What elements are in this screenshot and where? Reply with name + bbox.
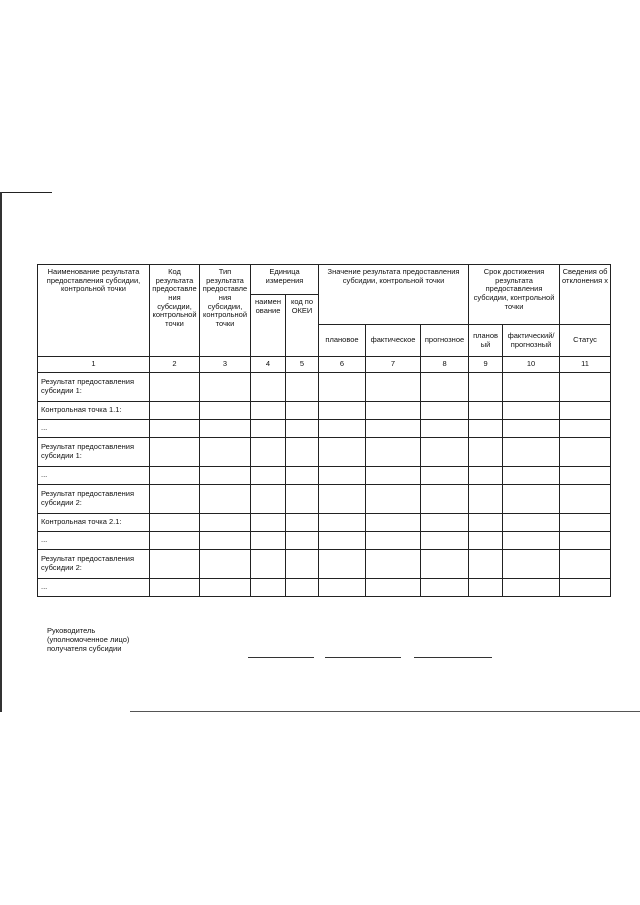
scan-edge-mark (0, 192, 52, 193)
table-cell[interactable] (200, 402, 251, 420)
table-cell[interactable] (319, 485, 366, 514)
table-cell[interactable] (200, 514, 251, 532)
table-cell[interactable] (319, 550, 366, 579)
signature-block (47, 626, 129, 653)
table-row (38, 550, 611, 579)
table-cell[interactable] (150, 438, 200, 467)
table-cell[interactable] (251, 438, 286, 467)
header-value-forecast: прогнозное (421, 325, 469, 357)
row-label: Контрольная точка 1.1: (38, 402, 150, 420)
table-cell[interactable] (366, 579, 421, 597)
row-label: ... (38, 579, 150, 597)
table-row (38, 532, 611, 550)
table-cell[interactable] (251, 467, 286, 485)
table-cell[interactable] (421, 402, 469, 420)
column-number: 8 (421, 357, 469, 373)
table-row (38, 373, 611, 402)
table-cell[interactable] (286, 514, 319, 532)
header-unit-name: наимен ование (251, 295, 286, 357)
table-cell[interactable] (503, 438, 560, 467)
table-cell[interactable] (286, 402, 319, 420)
table-cell[interactable] (319, 532, 366, 550)
column-number: 4 (251, 357, 286, 373)
table-cell[interactable] (319, 438, 366, 467)
header-unit-code: код по ОКЕИ (286, 295, 319, 357)
table-cell[interactable] (503, 373, 560, 402)
header-deadline: Срок достижения результата предоставления субсидии, контрольной точки (469, 265, 560, 325)
row-label: ... (38, 467, 150, 485)
column-number: 9 (469, 357, 503, 373)
table-row (38, 514, 611, 532)
table-cell[interactable] (421, 420, 469, 438)
table-cell[interactable] (319, 373, 366, 402)
table-cell[interactable] (469, 373, 503, 402)
table-cell[interactable] (366, 373, 421, 402)
table-row (38, 438, 611, 467)
table-cell[interactable] (200, 373, 251, 402)
header-code: Код результата предоставле ния субсидии, контрольной точки (150, 265, 200, 357)
header-type: Тип результата предоставле ния субсидии, контрольной точки (200, 265, 251, 357)
table-cell[interactable] (319, 402, 366, 420)
signature-line-3: получателя субсидии (47, 644, 122, 653)
column-number: 5 (286, 357, 319, 373)
table-cell[interactable] (200, 485, 251, 514)
table-cell[interactable] (469, 532, 503, 550)
table-cell[interactable] (366, 402, 421, 420)
table-cell[interactable] (503, 514, 560, 532)
table-cell[interactable] (150, 579, 200, 597)
table-cell[interactable] (503, 420, 560, 438)
table-cell[interactable] (421, 438, 469, 467)
table-cell[interactable] (251, 579, 286, 597)
table-cell[interactable] (286, 467, 319, 485)
table-cell[interactable] (421, 550, 469, 579)
table-cell[interactable] (469, 579, 503, 597)
table-cell[interactable] (366, 420, 421, 438)
table-row (38, 485, 611, 514)
table-cell[interactable] (251, 514, 286, 532)
signature-field-sign[interactable] (325, 657, 401, 658)
table-cell[interactable] (560, 514, 611, 532)
table-cell[interactable] (366, 550, 421, 579)
row-label: Результат предоставления субсидии 2: (38, 485, 150, 514)
table-cell[interactable] (200, 467, 251, 485)
table-cell[interactable] (503, 532, 560, 550)
header-value: Значение результата предоставления субсидии, контрольной точки (319, 265, 469, 325)
column-number: 11 (560, 357, 611, 373)
column-number: 6 (319, 357, 366, 373)
table-cell[interactable] (469, 467, 503, 485)
table-cell[interactable] (421, 579, 469, 597)
table-row (38, 579, 611, 597)
table-cell[interactable] (366, 514, 421, 532)
table-cell[interactable] (319, 514, 366, 532)
table-cell[interactable] (469, 550, 503, 579)
table-cell[interactable] (560, 467, 611, 485)
table-cell[interactable] (150, 467, 200, 485)
table-cell[interactable] (319, 579, 366, 597)
column-number: 3 (200, 357, 251, 373)
table-cell[interactable] (286, 579, 319, 597)
table-cell[interactable] (560, 532, 611, 550)
header-value-actual: фактическое (366, 325, 421, 357)
table-cell[interactable] (366, 532, 421, 550)
header-unit: Единица измерения (251, 265, 319, 295)
table-cell[interactable] (200, 579, 251, 597)
column-number: 1 (38, 357, 150, 373)
row-label: ... (38, 532, 150, 550)
table-cell[interactable] (469, 402, 503, 420)
row-label: Результат предоставления субсидии 1: (38, 438, 150, 467)
table-cell[interactable] (286, 550, 319, 579)
table-cell[interactable] (150, 532, 200, 550)
table-cell[interactable] (150, 485, 200, 514)
header-deadline-actual: фактический/ прогнозный (503, 325, 560, 357)
table-cell[interactable] (200, 550, 251, 579)
table-cell[interactable] (366, 438, 421, 467)
signature-field-position[interactable] (248, 657, 314, 658)
subsidy-report-table (37, 264, 611, 597)
column-number: 7 (366, 357, 421, 373)
table-cell[interactable] (200, 532, 251, 550)
table-cell[interactable] (251, 420, 286, 438)
scan-left-border (0, 192, 2, 712)
table-cell[interactable] (560, 402, 611, 420)
table-cell[interactable] (319, 420, 366, 438)
signature-line-2: (уполномоченное лицо) (47, 635, 130, 644)
table-cell[interactable] (503, 402, 560, 420)
table-cell[interactable] (469, 514, 503, 532)
table-cell[interactable] (421, 373, 469, 402)
table-cell[interactable] (503, 579, 560, 597)
table-cell[interactable] (421, 514, 469, 532)
table-row (38, 420, 611, 438)
table-cell[interactable] (251, 550, 286, 579)
table-row (38, 402, 611, 420)
table-cell[interactable] (286, 438, 319, 467)
table-cell[interactable] (251, 402, 286, 420)
table-cell[interactable] (200, 438, 251, 467)
table-cell[interactable] (251, 532, 286, 550)
table-cell[interactable] (503, 467, 560, 485)
table-cell[interactable] (366, 485, 421, 514)
table-row (38, 467, 611, 485)
table-cell[interactable] (560, 550, 611, 579)
table-cell[interactable] (560, 420, 611, 438)
signature-line-1: Руководитель (47, 626, 96, 635)
table-cell[interactable] (560, 438, 611, 467)
table-cell[interactable] (286, 373, 319, 402)
table-cell[interactable] (366, 467, 421, 485)
table-cell[interactable] (560, 373, 611, 402)
table-cell[interactable] (560, 579, 611, 597)
row-label: Результат предоставления субсидии 1: (38, 373, 150, 402)
table-cell[interactable] (503, 485, 560, 514)
signature-field-name[interactable] (414, 657, 492, 658)
column-number: 2 (150, 357, 200, 373)
table-cell[interactable] (150, 402, 200, 420)
table-cell[interactable] (469, 420, 503, 438)
table-cell[interactable] (421, 532, 469, 550)
table-cell[interactable] (319, 467, 366, 485)
table-cell[interactable] (200, 420, 251, 438)
header-value-planned: плановое (319, 325, 366, 357)
row-label: Результат предоставления субсидии 2: (38, 550, 150, 579)
column-number: 10 (503, 357, 560, 373)
table-cell[interactable] (469, 485, 503, 514)
table-cell[interactable] (421, 485, 469, 514)
table-cell[interactable] (286, 485, 319, 514)
table-cell[interactable] (251, 373, 286, 402)
scan-bottom-line (130, 711, 640, 712)
table-cell[interactable] (469, 438, 503, 467)
table-cell[interactable] (150, 514, 200, 532)
table-cell[interactable] (421, 467, 469, 485)
table-cell[interactable] (286, 420, 319, 438)
header-deviation: Сведения об отклонения х (560, 265, 611, 325)
table-cell[interactable] (150, 550, 200, 579)
header-name: Наименование результата предоставления субсидии, контрольной точки (38, 265, 150, 357)
header-deadline-planned: планов ый (469, 325, 503, 357)
header-status: Статус (560, 325, 611, 357)
row-label: Контрольная точка 2.1: (38, 514, 150, 532)
table-cell[interactable] (150, 420, 200, 438)
table-cell[interactable] (251, 485, 286, 514)
table-cell[interactable] (286, 532, 319, 550)
table-cell[interactable] (560, 485, 611, 514)
row-label: ... (38, 420, 150, 438)
table-cell[interactable] (503, 550, 560, 579)
table-cell[interactable] (150, 373, 200, 402)
